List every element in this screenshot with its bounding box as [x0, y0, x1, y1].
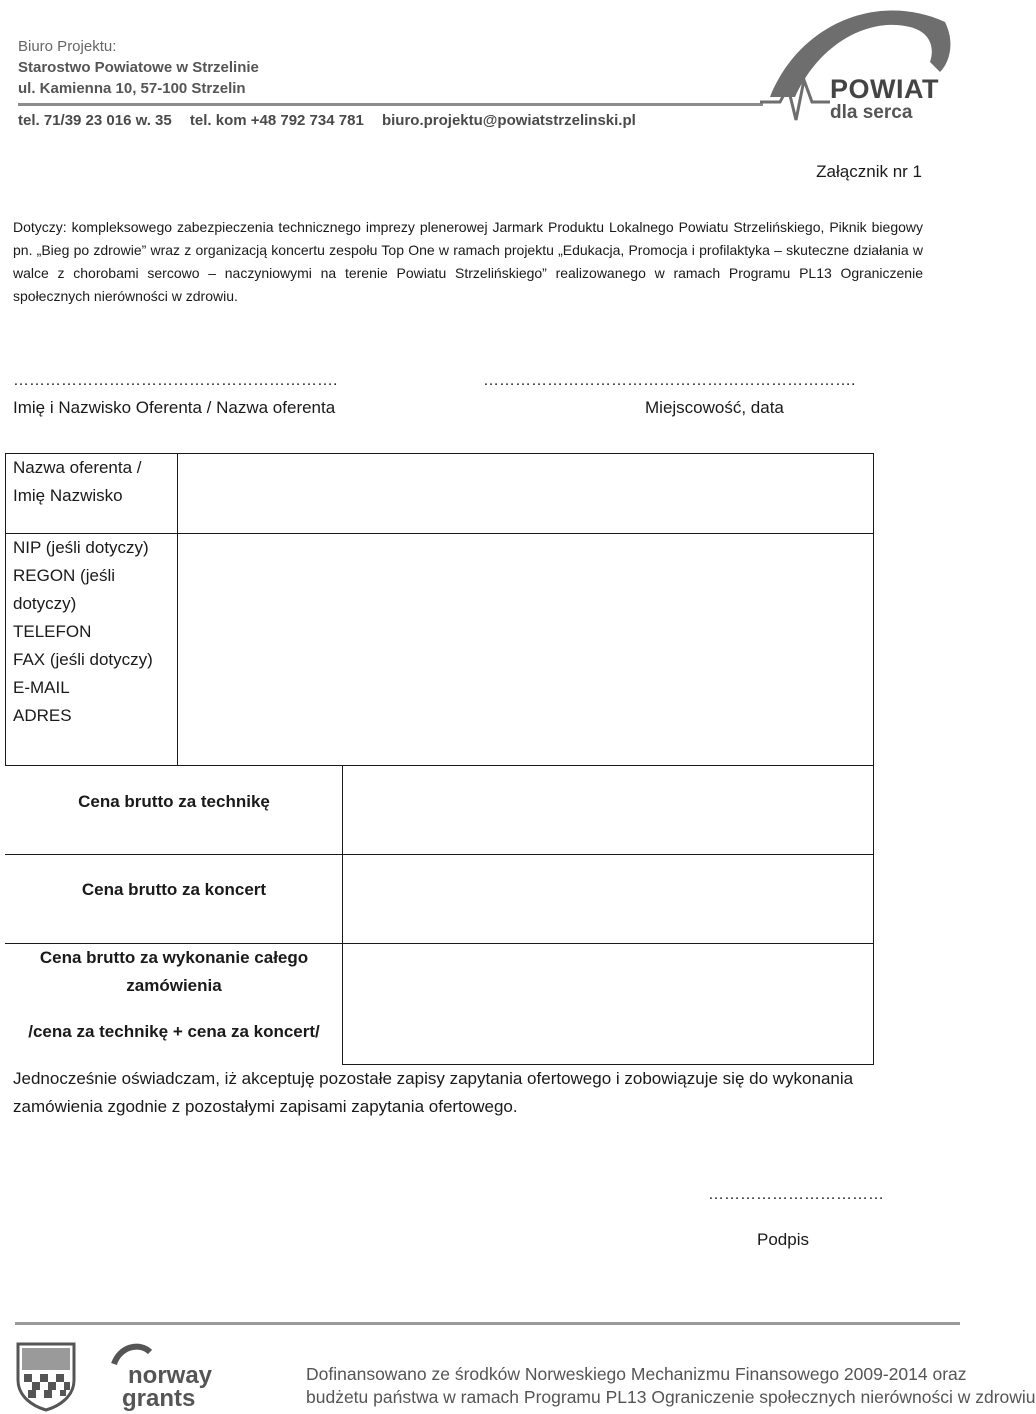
place-date-label: Miejscowość, data — [645, 398, 784, 417]
name-input-cell[interactable] — [177, 453, 874, 534]
detail-label: ADRES — [13, 706, 72, 725]
funding-line: Dofinansowano ze środków Norweskiego Mechanizmu Finansowego 2009-2014 oraz — [306, 1364, 967, 1384]
offer-form-table — [5, 453, 874, 1065]
footer-divider — [15, 1322, 960, 1325]
office-line: Biuro Projektu: — [18, 38, 117, 55]
price-total-formula: /cena za technikę + cena za koncert/ — [28, 1022, 320, 1041]
price-concert-label: Cena brutto za koncert — [81, 880, 267, 899]
office-line: Starostwo Powiatowe w Strzelinie — [18, 59, 259, 76]
phone-text: tel. 71/39 23 016 w. 35 — [18, 112, 172, 129]
price-tech-input-cell[interactable] — [342, 765, 874, 855]
price-total-input-cell[interactable] — [342, 943, 874, 1065]
attachment-label: Załącznik nr 1 — [816, 162, 922, 181]
signature-label: Podpis — [757, 1230, 809, 1249]
name-dots: ……………………………………………………. — [13, 372, 338, 389]
subject-paragraph: Dotyczy: kompleksowego zabezpieczenia technicznego imprezy plenerowej Jarmark Produktu Lokalnego Powiatu Strzelińskiego, Piknik biegowy pn. „Bieg po zdrowie” wraz z organizacją koncertu zespołu Top One w ramach projektu „Edukacja, Promocja i profilaktyka – skuteczne działania w walce z chorobami sercowo – naczyniowymi na terenie Powiatu Strzelińskiego” realizowanego w ramach Programu PL13 Ograniczenie społecznych nierówności w zdrowiu. — [13, 219, 923, 304]
place-dots: ……………………………………………………………. — [483, 372, 856, 389]
details-input-cell[interactable] — [177, 533, 874, 766]
county-coat-of-arms-icon — [14, 1340, 78, 1412]
funding-note — [306, 1363, 1036, 1409]
name-label-line: Imię Nazwisko — [13, 486, 123, 505]
email-text: biuro.projektu@powiatstrzelinski.pl — [381, 112, 636, 129]
detail-label: dotyczy) — [13, 594, 77, 613]
name-label-line: Nazwa oferenta / — [13, 458, 142, 477]
contact-line — [18, 112, 650, 129]
price-concert-label-cell — [5, 854, 343, 944]
price-total-label: Cena brutto za wykonanie całego — [39, 948, 309, 967]
detail-label: E-MAIL — [13, 678, 70, 697]
logo-title: POWIAT — [830, 74, 939, 104]
price-concert-input-cell[interactable] — [342, 854, 874, 944]
office-line: ul. Kamienna 10, 57-100 Strzelin — [18, 80, 246, 97]
signature-dots: …………………………… — [708, 1186, 884, 1203]
logo-subtitle: dla serca — [830, 102, 913, 123]
detail-label: TELEFON — [13, 622, 92, 641]
price-total-label: zamówienia — [126, 976, 222, 995]
mobile-text: tel. kom +48 792 734 781 — [189, 112, 364, 129]
price-tech-label: Cena brutto za technikę — [78, 792, 270, 811]
detail-label: FAX (jeśli dotyczy) — [13, 650, 153, 669]
price-total-label-cell — [5, 943, 343, 1065]
detail-label: NIP (jeśli dotyczy) — [13, 538, 149, 557]
norway-text: norway — [128, 1362, 213, 1389]
detail-label: REGON (jeśli — [13, 566, 116, 585]
name-label-cell — [5, 453, 178, 534]
grants-text: grants — [122, 1385, 196, 1412]
header-divider — [18, 103, 763, 106]
price-tech-label-cell — [5, 765, 343, 855]
funding-line: budżetu państwa w ramach Programu PL13 Ograniczenie społecznych nierówności w zdrowiu — [306, 1387, 1036, 1407]
project-office-address — [18, 36, 259, 99]
details-label-cell — [5, 533, 178, 766]
name-label: Imię i Nazwisko Oferenta / Nazwa oferenta — [13, 398, 336, 417]
declaration-text: Jednocześnie oświadczam, iż akceptuję pozostałe zapisy zapytania ofertowego i zobowiązuje się do wykonania zamówienia zgodnie z pozostałymi zapisami zapytania ofertowego. — [13, 1069, 854, 1116]
